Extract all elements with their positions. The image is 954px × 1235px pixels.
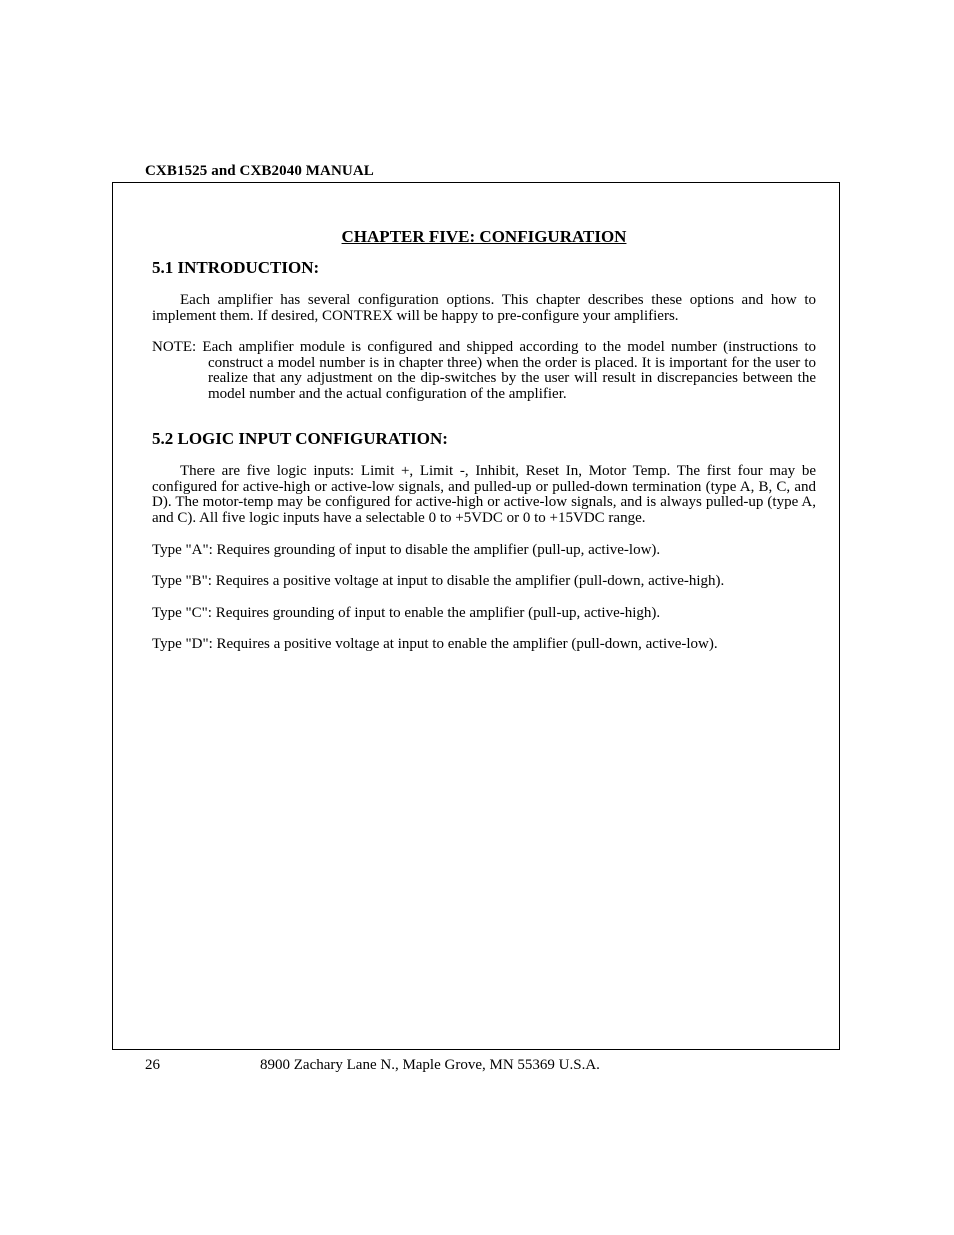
section-heading-introduction: 5.1 INTRODUCTION: (152, 258, 320, 277)
chapter-title: CHAPTER FIVE: CONFIGURATION (341, 227, 627, 246)
introduction-paragraph: Each amplifier has several configuration options. This chapter describes these options and how to implement them. If desired, CONTREX will be happy to pre-configure your amplifiers. (152, 292, 816, 324)
logic-input-paragraph: There are five logic inputs: Limit +, Limit -, Inhibit, Reset In, Motor Temp. The first four may be configured for active-high or active-low signals, and pulled-up or pulled-down termination (type A, B, C, and D). The motor-temp may be configured for active-high or active-low signals, and is always pulled-up (type A, and C). All five logic inputs have a selectable 0 to +5VDC or 0 to +15VDC range. (152, 463, 816, 526)
section-heading-logic-input: 5.2 LOGIC INPUT CONFIGURATION: (152, 429, 448, 448)
type-b-description: Type "B": Requires a positive voltage at input to disable the amplifier (pull-down, active-high). (152, 573, 725, 589)
configuration-note: NOTE: Each amplifier module is configured and shipped according to the model number (instructions to construct a model number is in chapter three) when the order is placed. It is important for the user to realize that any adjustment on the dip-switches by the user will result in discrepancies between the model number and the actual configuration of the amplifier. (152, 339, 816, 402)
type-d-description: Type "D": Requires a positive voltage at input to enable the amplifier (pull-down, active-low). (152, 636, 718, 652)
running-header: CXB1525 and CXB2040 MANUAL (145, 163, 374, 179)
page-number: 26 (145, 1057, 160, 1073)
type-a-description: Type "A": Requires grounding of input to disable the amplifier (pull-up, active-low). (152, 542, 661, 558)
footer-address: 8900 Zachary Lane N., Maple Grove, MN 55369 U.S.A. (260, 1057, 600, 1073)
type-c-description: Type "C": Requires grounding of input to enable the amplifier (pull-up, active-high). (152, 605, 661, 621)
